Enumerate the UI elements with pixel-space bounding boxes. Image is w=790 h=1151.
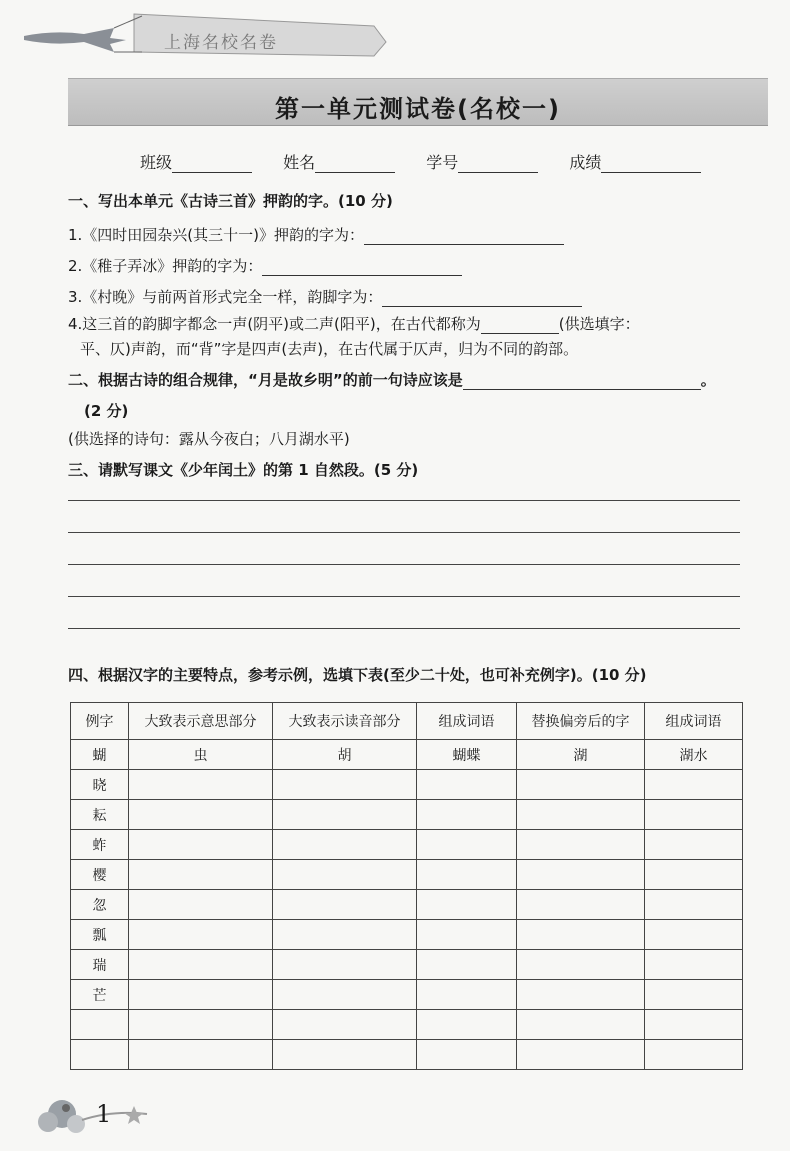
answer-cell[interactable]: [273, 1010, 417, 1040]
answer-cell[interactable]: [517, 860, 645, 890]
name-label: 姓名: [283, 153, 316, 172]
answer-cell[interactable]: [645, 920, 743, 950]
answer-cell[interactable]: [517, 830, 645, 860]
answer-cell[interactable]: [417, 920, 517, 950]
answer-cell[interactable]: [129, 980, 273, 1010]
write-line-3[interactable]: [68, 564, 740, 565]
score-label: 成绩: [569, 153, 602, 172]
answer-cell[interactable]: [129, 890, 273, 920]
q1-answer-4[interactable]: [481, 317, 559, 334]
answer-cell[interactable]: [273, 950, 417, 980]
table-row-example: [71, 740, 743, 770]
row-char: 樱: [71, 860, 129, 890]
table-row: [71, 890, 743, 920]
answer-cell[interactable]: [129, 800, 273, 830]
table-row: [71, 1010, 743, 1040]
q1-answer-3[interactable]: [382, 290, 582, 307]
table-row: [71, 800, 743, 830]
table-row: [71, 980, 743, 1010]
answer-cell[interactable]: [273, 1040, 417, 1070]
answer-cell[interactable]: [129, 770, 273, 800]
row-char: 蚱: [71, 830, 129, 860]
answer-cell[interactable]: [517, 1040, 645, 1070]
col-header: 大致表示意思部分: [129, 703, 273, 740]
answer-cell[interactable]: [273, 920, 417, 950]
write-line-1[interactable]: [68, 500, 740, 501]
answer-cell[interactable]: [273, 830, 417, 860]
answer-cell[interactable]: [517, 800, 645, 830]
answer-cell[interactable]: [129, 860, 273, 890]
col-header: 大致表示读音部分: [273, 703, 417, 740]
q3-heading: 三、请默写课文《少年闰土》的第 1 自然段。(5 分): [68, 461, 419, 479]
answer-cell[interactable]: [273, 980, 417, 1010]
answer-cell[interactable]: [417, 1040, 517, 1070]
title-bar: [68, 78, 768, 126]
answer-cell[interactable]: [273, 860, 417, 890]
answer-cell[interactable]: [645, 1040, 743, 1070]
answer-cell[interactable]: [417, 770, 517, 800]
name-field[interactable]: [315, 154, 395, 173]
answer-cell[interactable]: [517, 980, 645, 1010]
row-char: 忽: [71, 890, 129, 920]
answer-cell[interactable]: [645, 800, 743, 830]
table-row: [71, 830, 743, 860]
answer-cell[interactable]: [417, 800, 517, 830]
row-char: 晓: [71, 770, 129, 800]
table-row: [71, 770, 743, 800]
table-row: [71, 950, 743, 980]
answer-cell[interactable]: [645, 1010, 743, 1040]
character-table: [70, 702, 743, 1070]
q1-item-2: 2.《稚子弄冰》押韵的字为：: [68, 255, 462, 276]
answer-cell[interactable]: [129, 1010, 273, 1040]
answer-cell[interactable]: [417, 1010, 517, 1040]
q2-heading: 二、根据古诗的组合规律，“月是故乡明”的前一句诗应该是 。: [68, 371, 716, 389]
answer-cell[interactable]: [645, 860, 743, 890]
answer-cell[interactable]: [129, 1040, 273, 1070]
number-label: 学号: [426, 153, 459, 172]
page-number: 1: [96, 1100, 112, 1128]
row-char: 瓢: [71, 920, 129, 950]
write-line-4[interactable]: [68, 596, 740, 597]
write-line-2[interactable]: [68, 532, 740, 533]
row-char: 芒: [71, 980, 129, 1010]
answer-cell[interactable]: [417, 950, 517, 980]
example-word: 蝴蝶: [417, 740, 517, 770]
example-char: 蝴: [71, 740, 129, 770]
answer-cell[interactable]: [645, 830, 743, 860]
answer-cell[interactable]: [417, 860, 517, 890]
table-row: [71, 920, 743, 950]
answer-cell[interactable]: [273, 890, 417, 920]
col-header: 组成词语: [645, 703, 743, 740]
q1-answer-1[interactable]: [364, 228, 564, 245]
q2-hint: (供选择的诗句：露从今夜白；八月湖水平): [68, 430, 350, 448]
q4-heading: 四、根据汉字的主要特点，参考示例，选填下表(至少二十处，也可补充例字)。(10 分): [68, 666, 647, 684]
row-char: 耘: [71, 800, 129, 830]
class-field[interactable]: [172, 154, 252, 173]
q1-item-3: 3.《村晚》与前两首形式完全一样，韵脚字为：: [68, 286, 582, 307]
col-header: 组成词语: [417, 703, 517, 740]
answer-cell[interactable]: [517, 770, 645, 800]
q2-answer[interactable]: [463, 373, 701, 390]
q1-answer-2[interactable]: [262, 259, 462, 276]
example-sound: 胡: [273, 740, 417, 770]
table-row: [71, 1040, 743, 1070]
answer-cell[interactable]: [129, 920, 273, 950]
answer-cell[interactable]: [417, 980, 517, 1010]
q1-item-4: 4.这三首的韵脚字都念一声(阴平)或二声(阳平)，在古代都称为 (供选填字：: [68, 315, 640, 333]
answer-cell[interactable]: [129, 950, 273, 980]
series-title: 上海名校名卷: [164, 33, 278, 53]
col-header: 例字: [71, 703, 129, 740]
answer-cell[interactable]: [517, 1010, 645, 1040]
q1-item-4-cont: 平、仄)声韵，而“背”字是四声(去声)，在古代属于仄声，归为不同的韵部。: [80, 340, 579, 358]
q1-item-1: 1.《四时田园杂兴(其三十一)》押韵的字为：: [68, 224, 564, 245]
page-title: 第一单元测试卷(名校一): [275, 95, 561, 123]
q2-score: (2 分): [84, 402, 129, 420]
example-replaced: 湖: [517, 740, 645, 770]
series-banner: [14, 6, 394, 64]
answer-cell[interactable]: [645, 890, 743, 920]
table-row: [71, 860, 743, 890]
row-char-empty[interactable]: [71, 1010, 129, 1040]
student-info: [140, 150, 727, 173]
q1-heading: 一、写出本单元《古诗三首》押韵的字。(10 分): [68, 192, 393, 210]
answer-cell[interactable]: [129, 830, 273, 860]
answer-cell[interactable]: [645, 980, 743, 1010]
answer-cell[interactable]: [645, 950, 743, 980]
class-label: 班级: [140, 153, 173, 172]
answer-cell[interactable]: [417, 830, 517, 860]
answer-cell[interactable]: [517, 890, 645, 920]
answer-cell[interactable]: [645, 770, 743, 800]
write-line-5[interactable]: [68, 628, 740, 629]
answer-cell[interactable]: [273, 800, 417, 830]
number-field[interactable]: [458, 154, 538, 173]
table-header-row: [71, 703, 743, 740]
col-header: 替换偏旁后的字: [517, 703, 645, 740]
example-word-2: 湖水: [645, 740, 743, 770]
holly-decoration-icon: [22, 1080, 152, 1140]
row-char: 瑞: [71, 950, 129, 980]
answer-cell[interactable]: [417, 890, 517, 920]
score-field[interactable]: [601, 154, 701, 173]
row-char-empty[interactable]: [71, 1040, 129, 1070]
answer-cell[interactable]: [517, 950, 645, 980]
answer-cell[interactable]: [517, 920, 645, 950]
example-meaning: 虫: [129, 740, 273, 770]
answer-cell[interactable]: [273, 770, 417, 800]
